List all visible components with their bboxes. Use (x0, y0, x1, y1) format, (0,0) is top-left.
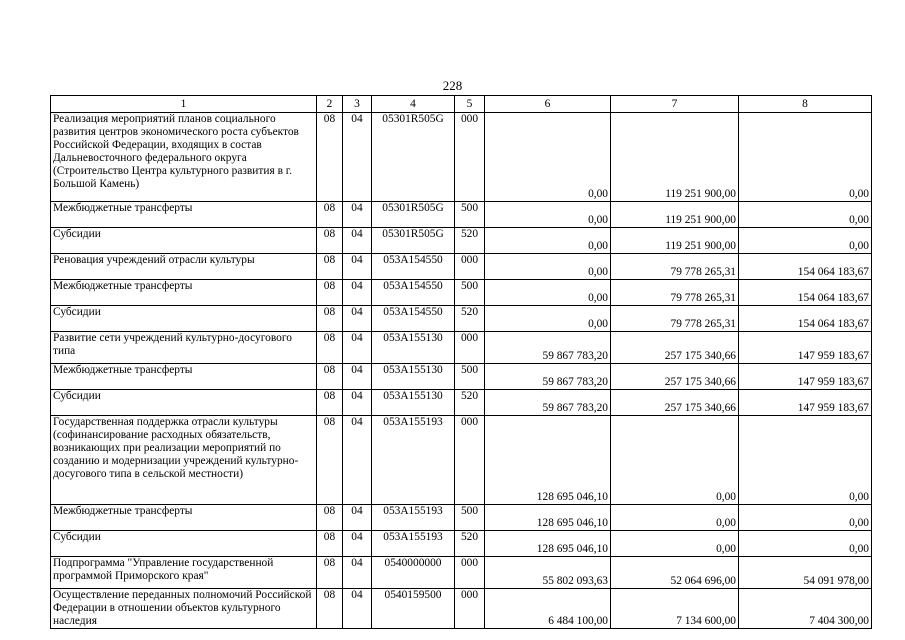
row-value: 79 778 265,31 (611, 280, 739, 306)
row-code: 08 (317, 416, 343, 505)
row-value: 257 175 340,66 (611, 390, 739, 416)
row-code: 08 (317, 390, 343, 416)
table-row (51, 589, 872, 629)
row-code: 04 (343, 557, 372, 589)
row-code: 500 (455, 505, 485, 531)
row-code: 08 (317, 531, 343, 557)
table-row (51, 557, 872, 589)
row-value: 59 867 783,20 (485, 332, 611, 364)
row-code: 000 (455, 416, 485, 505)
row-value: 7 404 300,00 (739, 589, 872, 629)
row-code: 04 (343, 113, 372, 202)
row-code: 05301R505G (372, 202, 455, 228)
table-row (51, 254, 872, 280)
table-row (51, 228, 872, 254)
row-value: 79 778 265,31 (611, 254, 739, 280)
row-value: 0,00 (611, 505, 739, 531)
row-code: 0540159500 (372, 589, 455, 629)
row-value: 0,00 (485, 202, 611, 228)
row-value: 54 091 978,00 (739, 557, 872, 589)
row-name: Реновация учреждений отрасли культуры (51, 254, 317, 280)
row-name: Межбюджетные трансферты (51, 505, 317, 531)
table-header-row (51, 96, 872, 113)
row-value: 6 484 100,00 (485, 589, 611, 629)
row-code: 08 (317, 306, 343, 332)
budget-table (50, 95, 872, 629)
row-code: 520 (455, 390, 485, 416)
row-name: Субсидии (51, 390, 317, 416)
row-value: 119 251 900,00 (611, 202, 739, 228)
row-code: 000 (455, 254, 485, 280)
row-code: 05301R505G (372, 113, 455, 202)
row-code: 08 (317, 254, 343, 280)
row-code: 053A155193 (372, 416, 455, 505)
row-code: 04 (343, 306, 372, 332)
row-code: 053A155193 (372, 531, 455, 557)
row-value: 0,00 (739, 113, 872, 202)
column-header: 8 (739, 96, 872, 113)
row-name: Осуществление переданных полномочий Российской Федерации в отношении объектов культурного наследия (51, 589, 317, 629)
row-code: 08 (317, 364, 343, 390)
table-row (51, 306, 872, 332)
table-row (51, 280, 872, 306)
row-code: 04 (343, 228, 372, 254)
row-code: 08 (317, 280, 343, 306)
row-code: 08 (317, 113, 343, 202)
table-row (51, 531, 872, 557)
row-code: 053A155130 (372, 332, 455, 364)
row-code: 04 (343, 280, 372, 306)
row-value: 0,00 (485, 228, 611, 254)
row-value: 128 695 046,10 (485, 416, 611, 505)
column-header: 4 (372, 96, 455, 113)
row-value: 119 251 900,00 (611, 228, 739, 254)
row-name: Субсидии (51, 531, 317, 557)
table-row (51, 364, 872, 390)
row-code: 04 (343, 589, 372, 629)
row-value: 257 175 340,66 (611, 332, 739, 364)
row-code: 053A155193 (372, 505, 455, 531)
table-row (51, 505, 872, 531)
row-name: Субсидии (51, 306, 317, 332)
row-value: 147 959 183,67 (739, 364, 872, 390)
row-value: 59 867 783,20 (485, 364, 611, 390)
row-code: 05301R505G (372, 228, 455, 254)
row-name: Подпрограмма "Управление государственной программой Приморского края" (51, 557, 317, 589)
row-name: Реализация мероприятий планов социального развития центров экономического роста субъектов Российской Федерации, входящих в состав Дальневосточного федерального округа (Строительство Центра культурного развития в г. Большой Камень) (51, 113, 317, 202)
row-code: 053A154550 (372, 254, 455, 280)
row-code: 08 (317, 557, 343, 589)
row-value: 0,00 (485, 254, 611, 280)
column-header: 6 (485, 96, 611, 113)
row-value: 0,00 (739, 531, 872, 557)
row-value: 0,00 (739, 416, 872, 505)
row-code: 500 (455, 364, 485, 390)
row-code: 04 (343, 254, 372, 280)
row-value: 0,00 (739, 505, 872, 531)
row-value: 55 802 093,63 (485, 557, 611, 589)
row-code: 04 (343, 364, 372, 390)
row-name: Развитие сети учреждений культурно-досугового типа (51, 332, 317, 364)
row-name: Межбюджетные трансферты (51, 364, 317, 390)
row-name: Государственная поддержка отрасли культуры (софинансирование расходных обязательств, возникающих при реализации мероприятий по созданию и модернизации учреждений культурно-досугового типа в сельской местности) (51, 416, 317, 505)
row-name: Субсидии (51, 228, 317, 254)
column-header: 7 (611, 96, 739, 113)
row-code: 08 (317, 505, 343, 531)
column-header: 1 (51, 96, 317, 113)
row-code: 04 (343, 332, 372, 364)
row-code: 000 (455, 113, 485, 202)
row-value: 257 175 340,66 (611, 364, 739, 390)
row-value: 147 959 183,67 (739, 332, 872, 364)
row-code: 0540000000 (372, 557, 455, 589)
row-code: 500 (455, 280, 485, 306)
row-value: 0,00 (485, 306, 611, 332)
row-code: 000 (455, 589, 485, 629)
row-value: 154 064 183,67 (739, 306, 872, 332)
row-value: 59 867 783,20 (485, 390, 611, 416)
row-value: 7 134 600,00 (611, 589, 739, 629)
row-code: 08 (317, 332, 343, 364)
row-value: 119 251 900,00 (611, 113, 739, 202)
row-value: 128 695 046,10 (485, 531, 611, 557)
row-value: 0,00 (485, 280, 611, 306)
column-header: 5 (455, 96, 485, 113)
row-value: 154 064 183,67 (739, 254, 872, 280)
row-code: 053A155130 (372, 390, 455, 416)
table-row (51, 416, 872, 505)
row-value: 0,00 (611, 416, 739, 505)
row-code: 053A154550 (372, 280, 455, 306)
table-row (51, 390, 872, 416)
row-code: 04 (343, 505, 372, 531)
page-number: 228 (442, 78, 463, 93)
row-value: 79 778 265,31 (611, 306, 739, 332)
row-code: 500 (455, 202, 485, 228)
row-name: Межбюджетные трансферты (51, 280, 317, 306)
row-code: 04 (343, 390, 372, 416)
row-name: Межбюджетные трансферты (51, 202, 317, 228)
column-header: 2 (317, 96, 343, 113)
row-value: 147 959 183,67 (739, 390, 872, 416)
row-code: 520 (455, 228, 485, 254)
row-code: 000 (455, 557, 485, 589)
column-header: 3 (343, 96, 372, 113)
row-value: 154 064 183,67 (739, 280, 872, 306)
row-code: 000 (455, 332, 485, 364)
row-value: 128 695 046,10 (485, 505, 611, 531)
row-value: 0,00 (485, 113, 611, 202)
row-code: 08 (317, 202, 343, 228)
row-code: 520 (455, 531, 485, 557)
row-code: 08 (317, 228, 343, 254)
row-code: 520 (455, 306, 485, 332)
table-row (51, 113, 872, 202)
row-value: 52 064 696,00 (611, 557, 739, 589)
row-code: 04 (343, 416, 372, 505)
row-code: 08 (317, 589, 343, 629)
table-row (51, 202, 872, 228)
table-row (51, 332, 872, 364)
row-code: 053A155130 (372, 364, 455, 390)
row-code: 053A154550 (372, 306, 455, 332)
row-code: 04 (343, 202, 372, 228)
row-code: 04 (343, 531, 372, 557)
row-value: 0,00 (739, 202, 872, 228)
row-value: 0,00 (739, 228, 872, 254)
row-value: 0,00 (611, 531, 739, 557)
